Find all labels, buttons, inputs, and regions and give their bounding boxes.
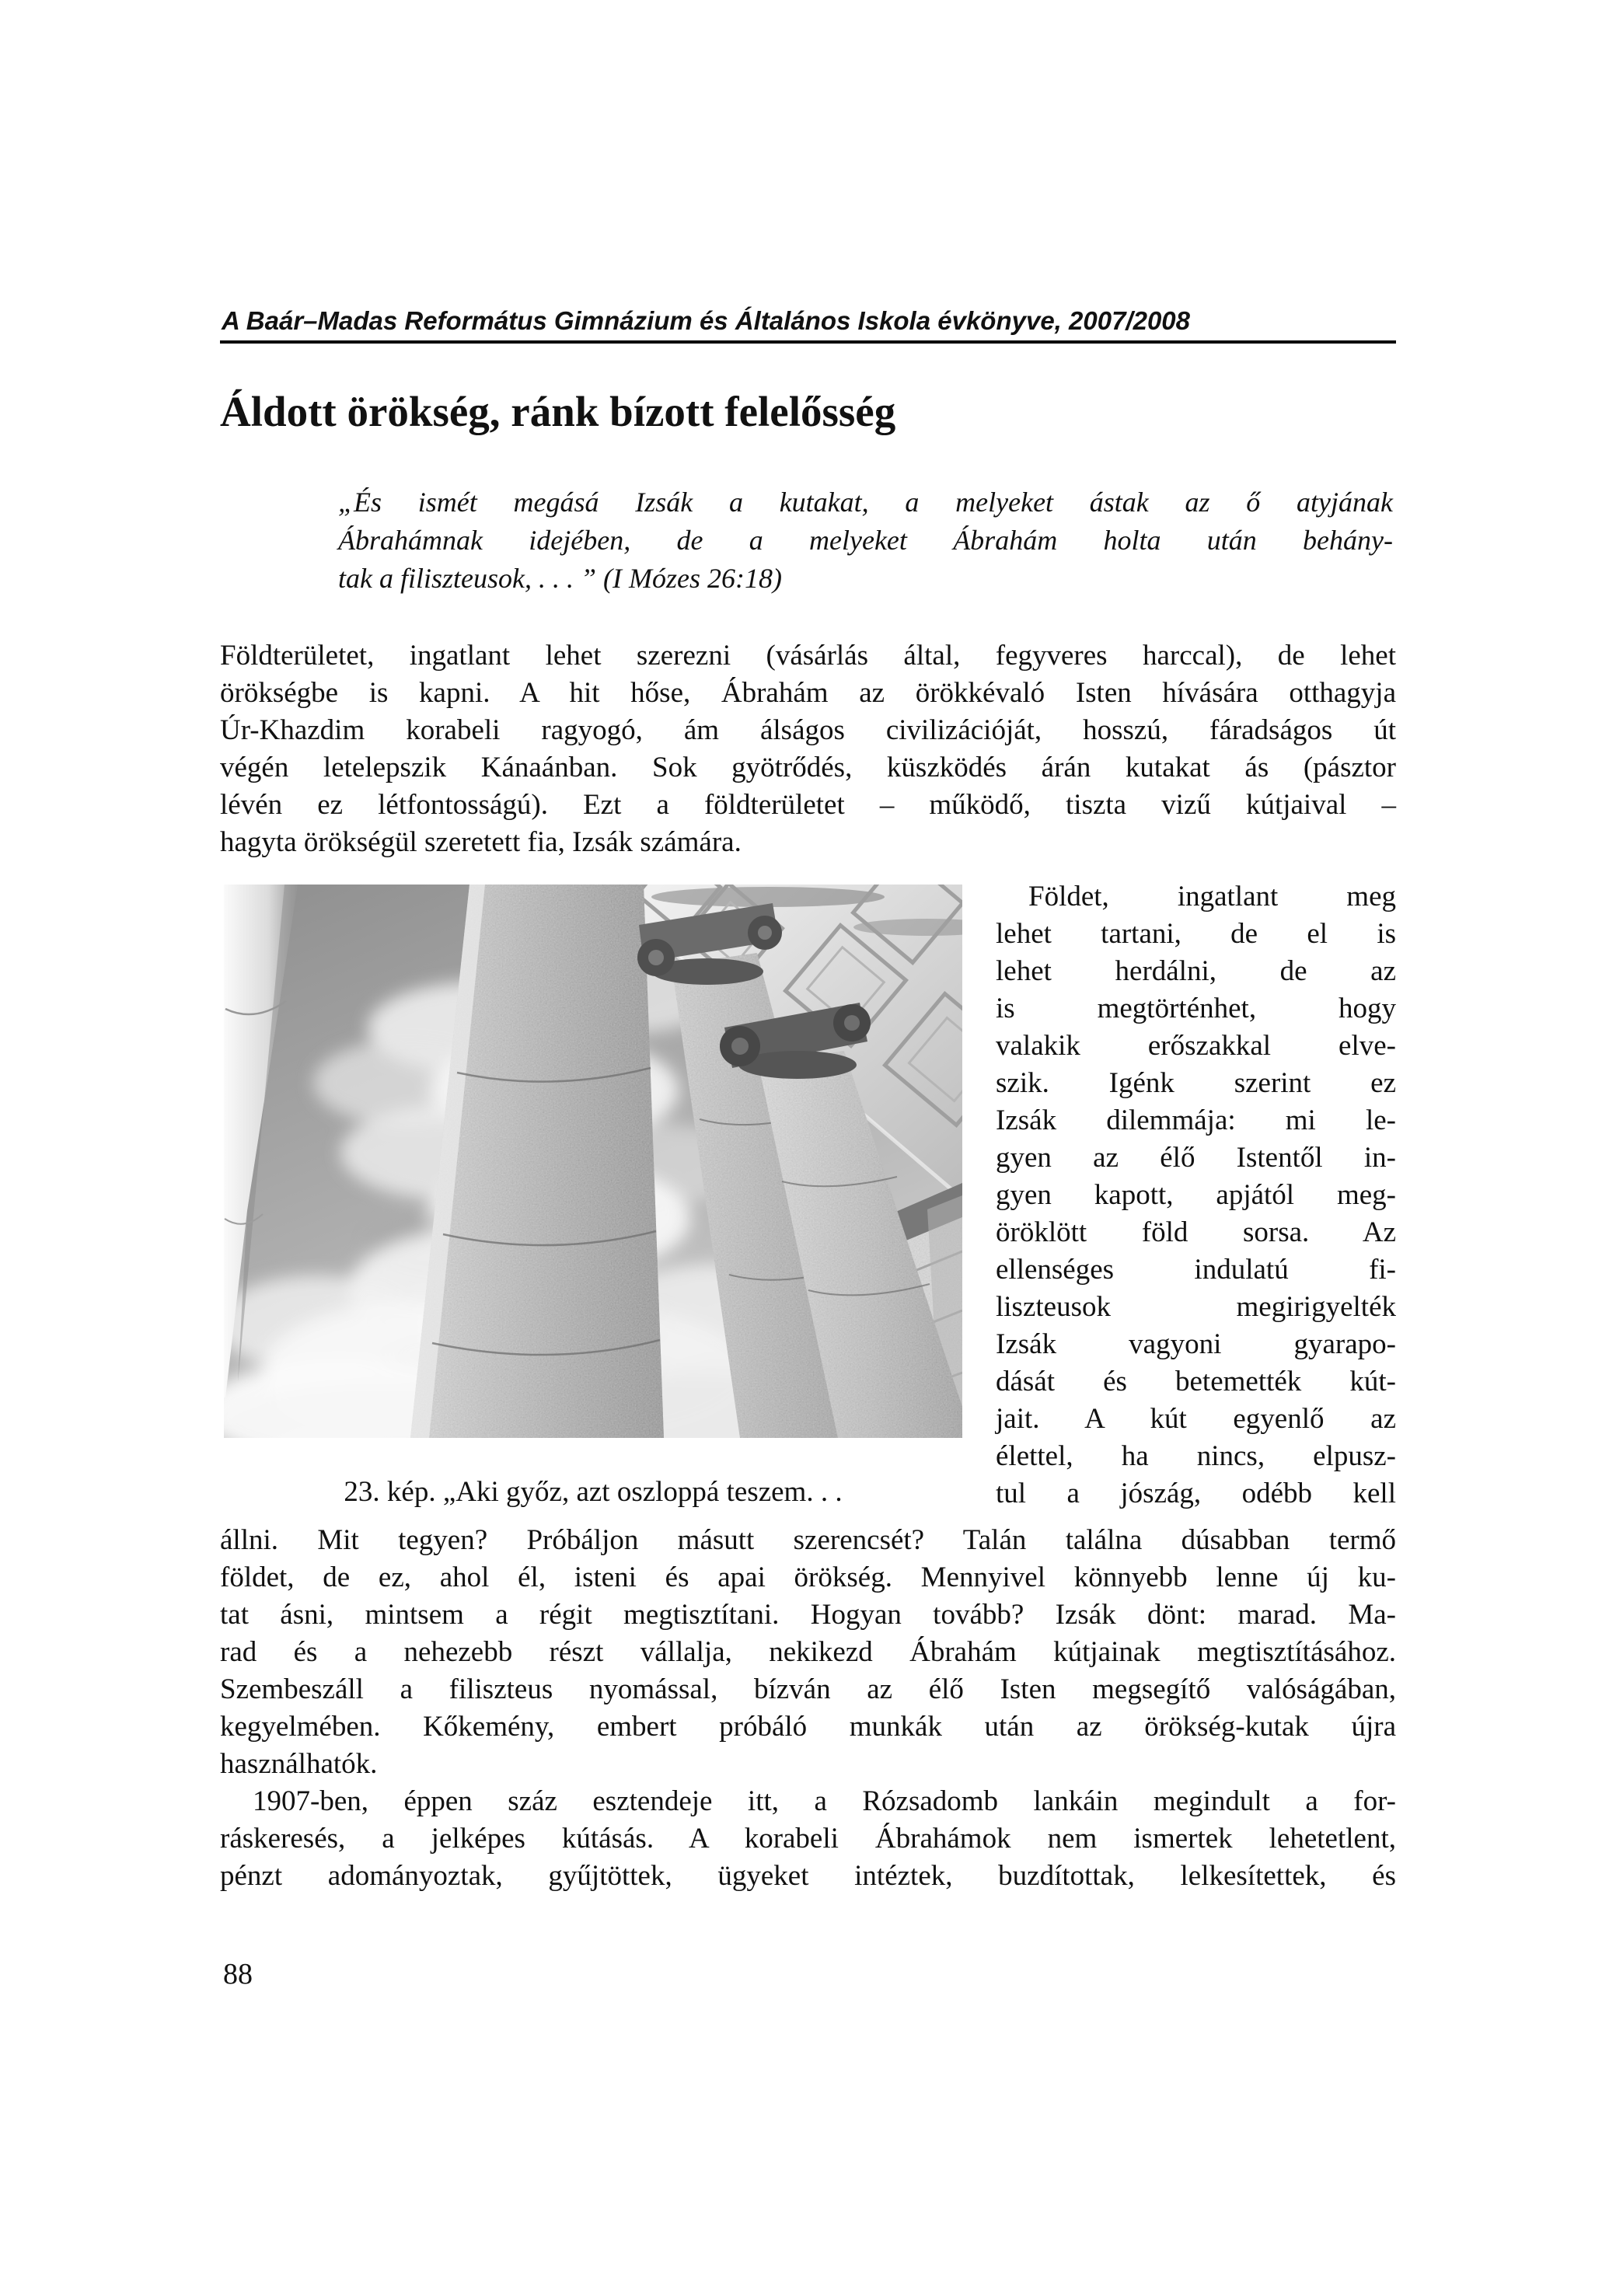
text-line: végén letelepszik Kánaánban. Sok gyötrődés, küszködés árán kutakat ás (pásztor (220, 752, 1396, 783)
text-line: ellenséges indulatú fi- (996, 1254, 1396, 1286)
text-line: is megtörténhet, hogy (996, 993, 1396, 1024)
scripture-quote (338, 483, 1393, 598)
text-line: liszteusok megirigyelték (996, 1291, 1396, 1323)
text-line: valakik erőszakkal elve- (996, 1030, 1396, 1062)
text-line: lehet herdálni, de az (996, 955, 1396, 987)
columns-photo-svg (224, 885, 962, 1438)
text-line: örökségbe is kapni. A hit hőse, Ábrahám az örökkévaló Isten hívására otthagyja (220, 677, 1396, 709)
text-line: „És ismét megásá Izsák a kutakat, a melyeket ástak az ő atyjának (338, 487, 1393, 518)
text-line: használhatók. (220, 1748, 378, 1780)
text-line: öröklött föld sorsa. Az (996, 1216, 1396, 1248)
photo-caption: 23. kép. „Aki győz, azt oszloppá teszem. . . (344, 1476, 843, 1508)
text-line: hagyta örökségül szeretett fia, Izsák számára. (220, 826, 742, 858)
text-line: lévén ez létfontosságú). Ezt a földterületet – működő, tiszta vizű kútjaival – (220, 789, 1396, 821)
lower-text (220, 1522, 1396, 1895)
text-line: földet, de ez, ahol él, isteni és apai örökség. Mennyivel könnyebb lenne új ku- (220, 1561, 1396, 1593)
paragraph-3 (220, 1783, 1396, 1895)
side-column-text (996, 878, 1396, 1513)
text-line: gyen az élő Istentől in- (996, 1142, 1396, 1174)
text-line: Izsák dilemmája: mi le- (996, 1104, 1396, 1136)
text-line: dását és betemették kút- (996, 1366, 1396, 1397)
text-line: szik. Igénk szerint ez (996, 1067, 1396, 1099)
text-line: Ábrahámnak idejében, de a melyeket Ábrahám holta után behány- (338, 525, 1393, 556)
header-rule (220, 340, 1396, 344)
text-line: tak a filiszteusok, . . . ” (I Mózes 26:18) (338, 563, 782, 594)
text-line: jait. A kút egyenlő az (996, 1403, 1396, 1435)
text-line: rad és a nehezebb részt vállalja, nekikezd Ábrahám kútjainak megtisztításához. (220, 1636, 1396, 1668)
columns-photo (224, 885, 962, 1438)
text-line: Földet, ingatlant meg (1028, 881, 1396, 912)
paragraph-1 (220, 637, 1396, 861)
text-line: tul a jószág, odébb kell (996, 1478, 1396, 1509)
text-line: lehet tartani, de el is (996, 918, 1396, 950)
text-line: Földterületet, ingatlant lehet szerezni (vásárlás által, fegyveres harccal), de lehet (220, 640, 1396, 672)
text-line: Szembeszáll a filiszteus nyomással, bízván az élő Isten megsegítő valóságában, (220, 1673, 1396, 1705)
text-line: élettel, ha nincs, elpusz- (996, 1440, 1396, 1472)
text-line: gyen kapott, apjától meg- (996, 1179, 1396, 1211)
paragraph-2 (220, 1522, 1396, 1783)
text-line: pénzt adományoztak, gyűjtöttek, ügyeket intéztek, buzdítottak, lelkesítettek, és (220, 1860, 1396, 1892)
text-line: Úr-Khazdim korabeli ragyogó, ám álságos civilizációját, hosszú, fáradságos út (220, 714, 1396, 746)
text-line: Izsák vagyoni gyarapo- (996, 1328, 1396, 1360)
page-title: Áldott örökség, ránk bízott felelősség (220, 388, 896, 435)
text-line: állni. Mit tegyen? Próbáljon másutt szerencsét? Talán találna dúsabban termő (220, 1524, 1396, 1556)
text-line: tat ásni, mintsem a régit megtisztítani. Hogyan tovább? Izsák dönt: marad. Ma- (220, 1599, 1396, 1631)
text-line: 1907-ben, éppen száz esztendeje itt, a Rózsadomb lankáin megindult a for- (253, 1785, 1396, 1817)
text-line: ráskeresés, a jelképes kútásás. A korabeli Ábrahámok nem ismertek lehetetlent, (220, 1823, 1396, 1855)
running-head: A Baár–Madas Református Gimnázium és Általános Iskola évkönyve, 2007/2008 (222, 306, 1191, 335)
page-number: 88 (223, 1958, 253, 1991)
text-line: kegyelmében. Kőkemény, embert próbáló munkák után az örökség-kutak újra (220, 1711, 1396, 1743)
